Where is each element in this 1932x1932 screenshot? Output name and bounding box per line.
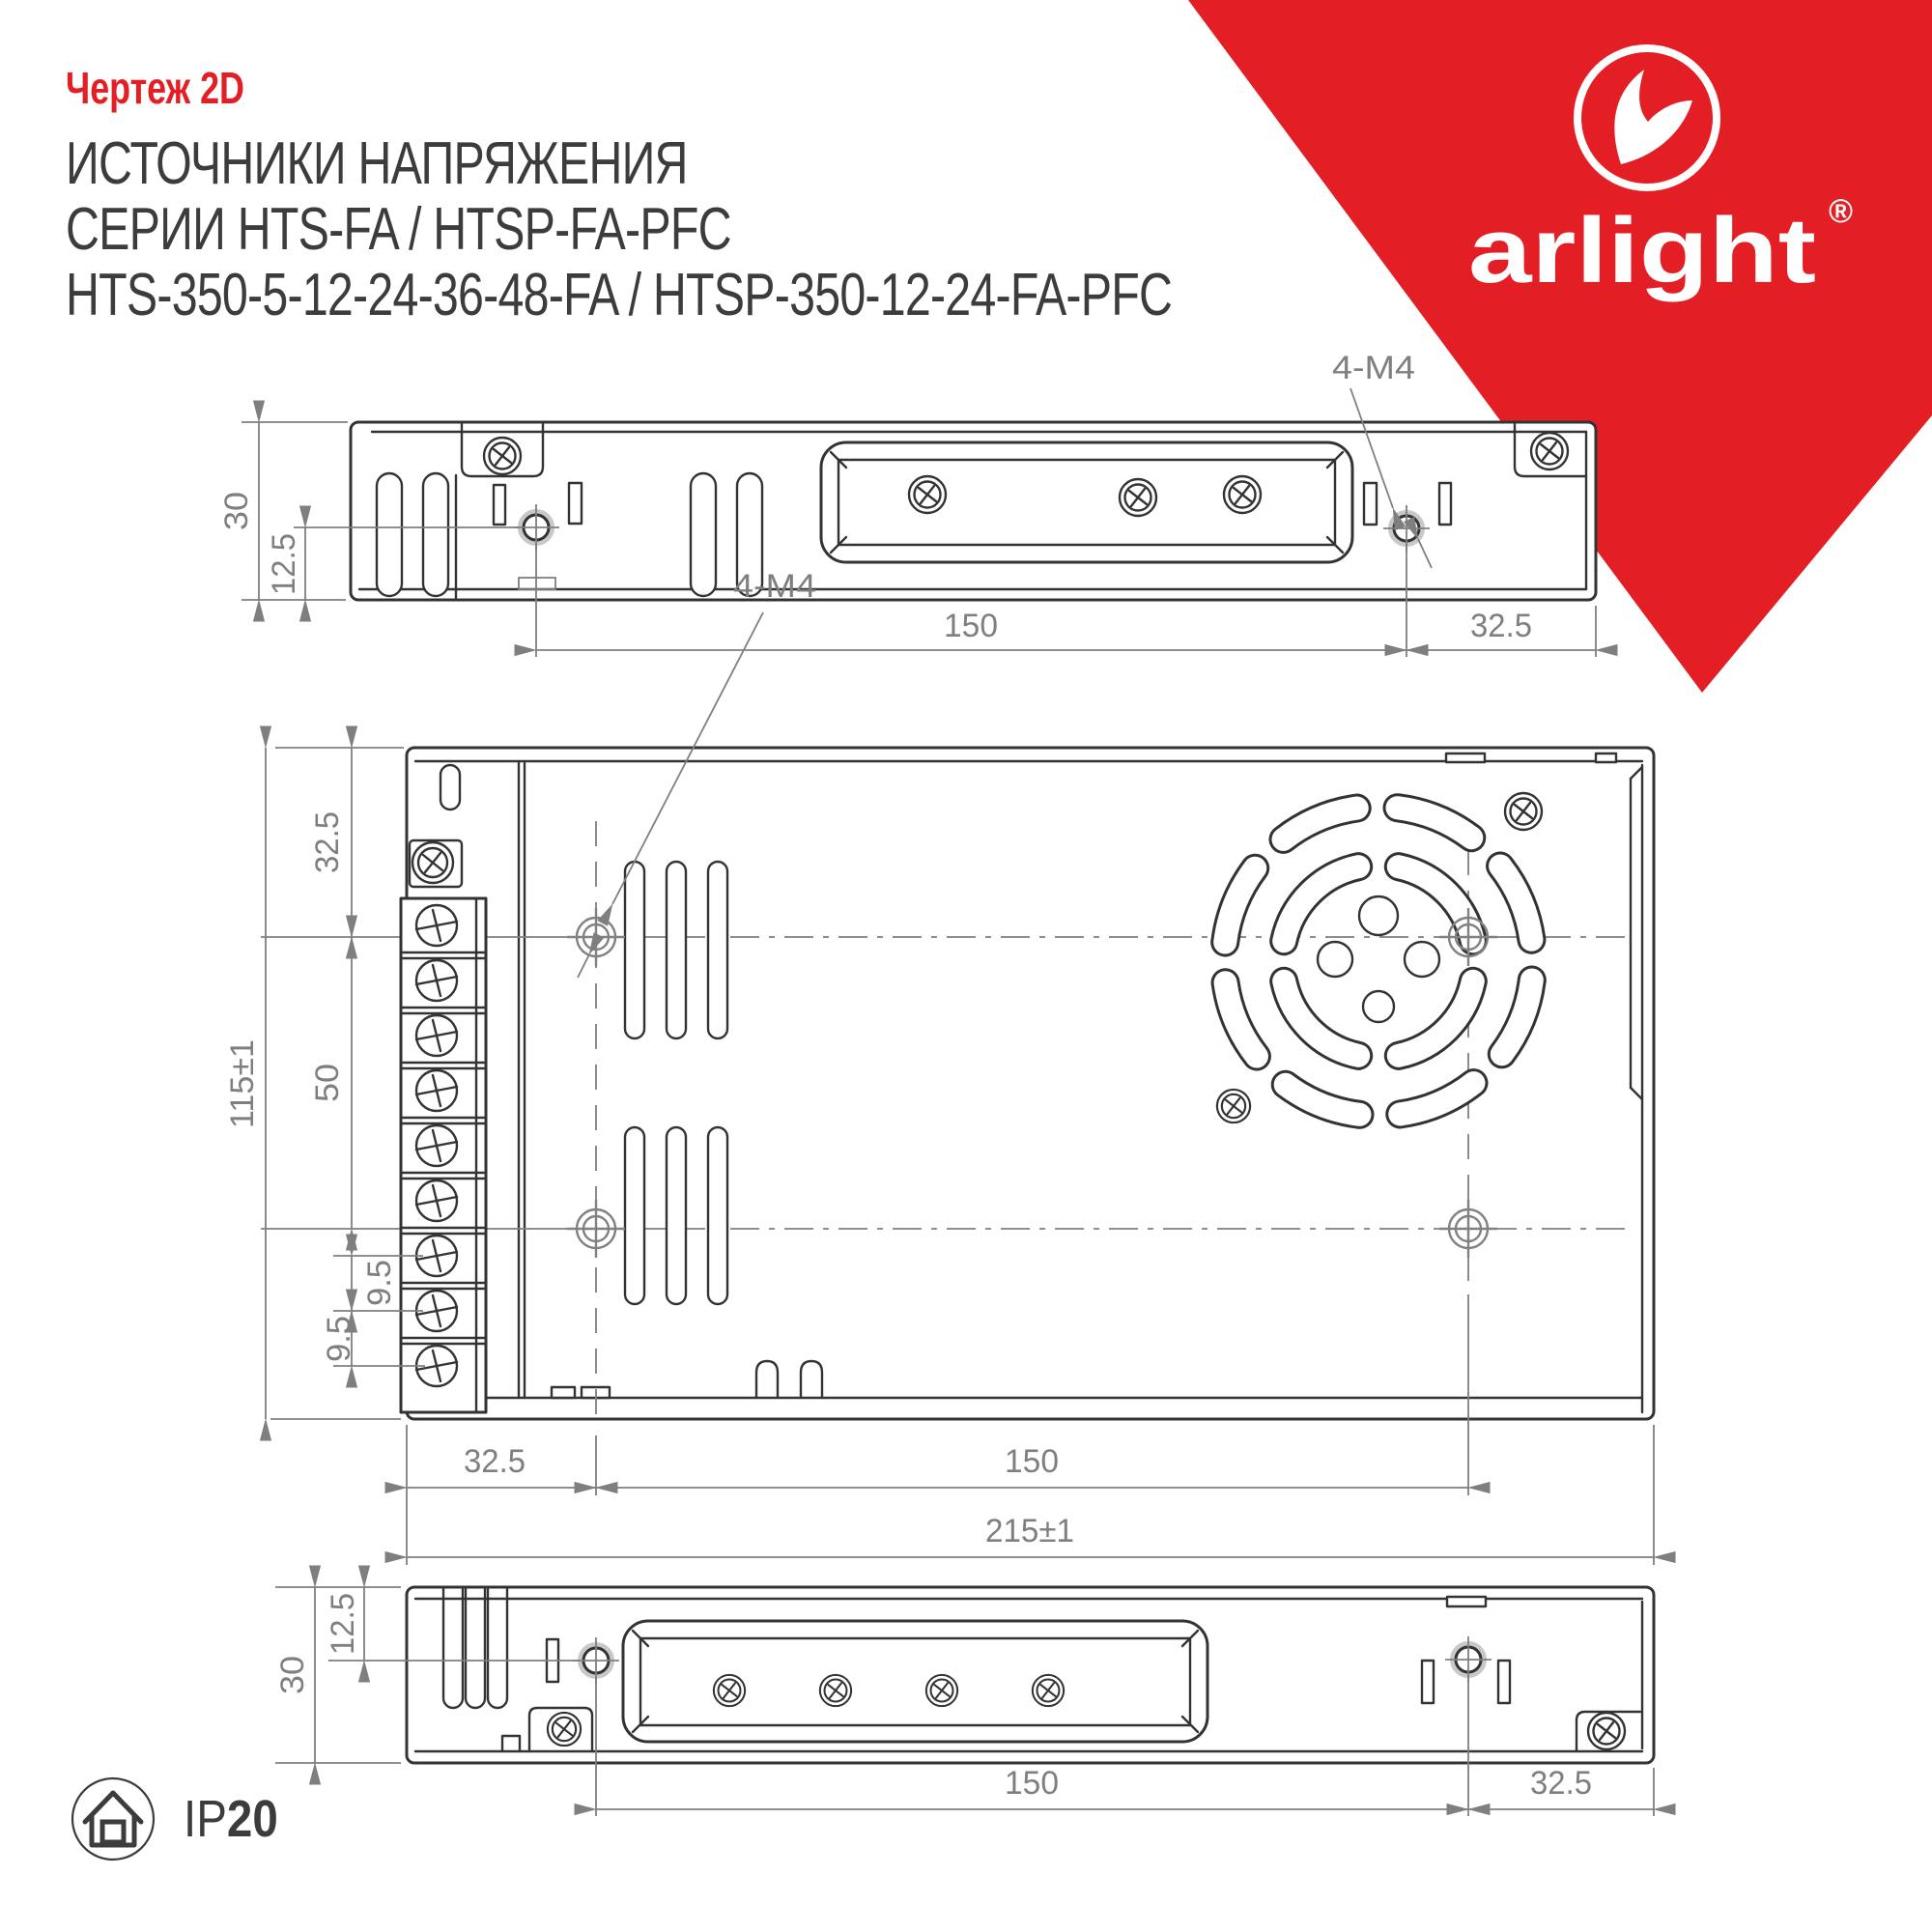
view-bottom-side: [407, 1587, 1654, 1763]
dim-hole-offset: 12.5: [266, 530, 302, 595]
registered-mark: ®: [1829, 193, 1854, 230]
screw-icon: [926, 1675, 957, 1706]
dim-hole-spacing: 150: [944, 608, 998, 644]
dim-top-offset: 32.5: [309, 809, 346, 873]
ip-rating-badge: [70, 1776, 291, 1862]
dim-mid-spacing: 50: [309, 1065, 346, 1102]
dim-height: 30: [218, 494, 255, 530]
screw-icon: [1224, 476, 1261, 513]
dim-left-offset: 32.5: [464, 1443, 526, 1480]
dim-edge-offset: 32.5: [1530, 1765, 1592, 1802]
screw-icon: [1505, 793, 1542, 830]
screw-icon: [1120, 479, 1156, 516]
document-tag: Чертеж 2D: [66, 63, 244, 113]
screw-icon: [820, 1675, 851, 1706]
dim-hole-offset: 12.5: [325, 1590, 361, 1655]
dim-hole-spacing: 150: [1005, 1765, 1059, 1802]
brand-name: arlight: [1468, 199, 1816, 302]
house-icon: [70, 1776, 156, 1862]
dim-height: 30: [274, 1658, 311, 1694]
page-title: [66, 131, 1172, 328]
screw-icon: [909, 476, 946, 513]
dim-height-total: 115±1: [224, 1039, 261, 1128]
view-front: [261, 748, 1654, 1430]
view-top-side: [351, 422, 1596, 600]
title-line: ИСТОЧНИКИ НАПРЯЖЕНИЯ: [66, 130, 688, 197]
dim-edge-offset: 32.5: [1470, 608, 1532, 644]
title-line: HTS-350-5-12-24-36-48-FA / HTSP-350-12-24-FA-PFC: [66, 262, 1173, 328]
thread-label: 4-M4: [733, 568, 816, 605]
dim-hole-spacing: 150: [1005, 1443, 1059, 1480]
screw-icon: [1531, 433, 1568, 469]
screw-icon: [484, 438, 521, 474]
title-line: СЕРИИ HTS-FA / HTSP-FA-PFC: [66, 196, 731, 263]
ip-prefix: IP: [184, 1790, 227, 1848]
ip-value: 20: [226, 1790, 278, 1848]
screw-icon: [1033, 1675, 1064, 1706]
dim-pitch: 9.5: [321, 1316, 357, 1362]
ip-rating-text: [184, 1789, 278, 1849]
screw-icon: [1588, 1713, 1625, 1749]
screw-icon: [714, 1675, 745, 1706]
screw-icon: [548, 1713, 581, 1746]
thread-label: 4-M4: [1332, 350, 1415, 386]
screw-icon: [1217, 1090, 1250, 1122]
dim-width-total: 215±1: [985, 1513, 1074, 1549]
dim-pitch: 9.5: [361, 1260, 398, 1306]
